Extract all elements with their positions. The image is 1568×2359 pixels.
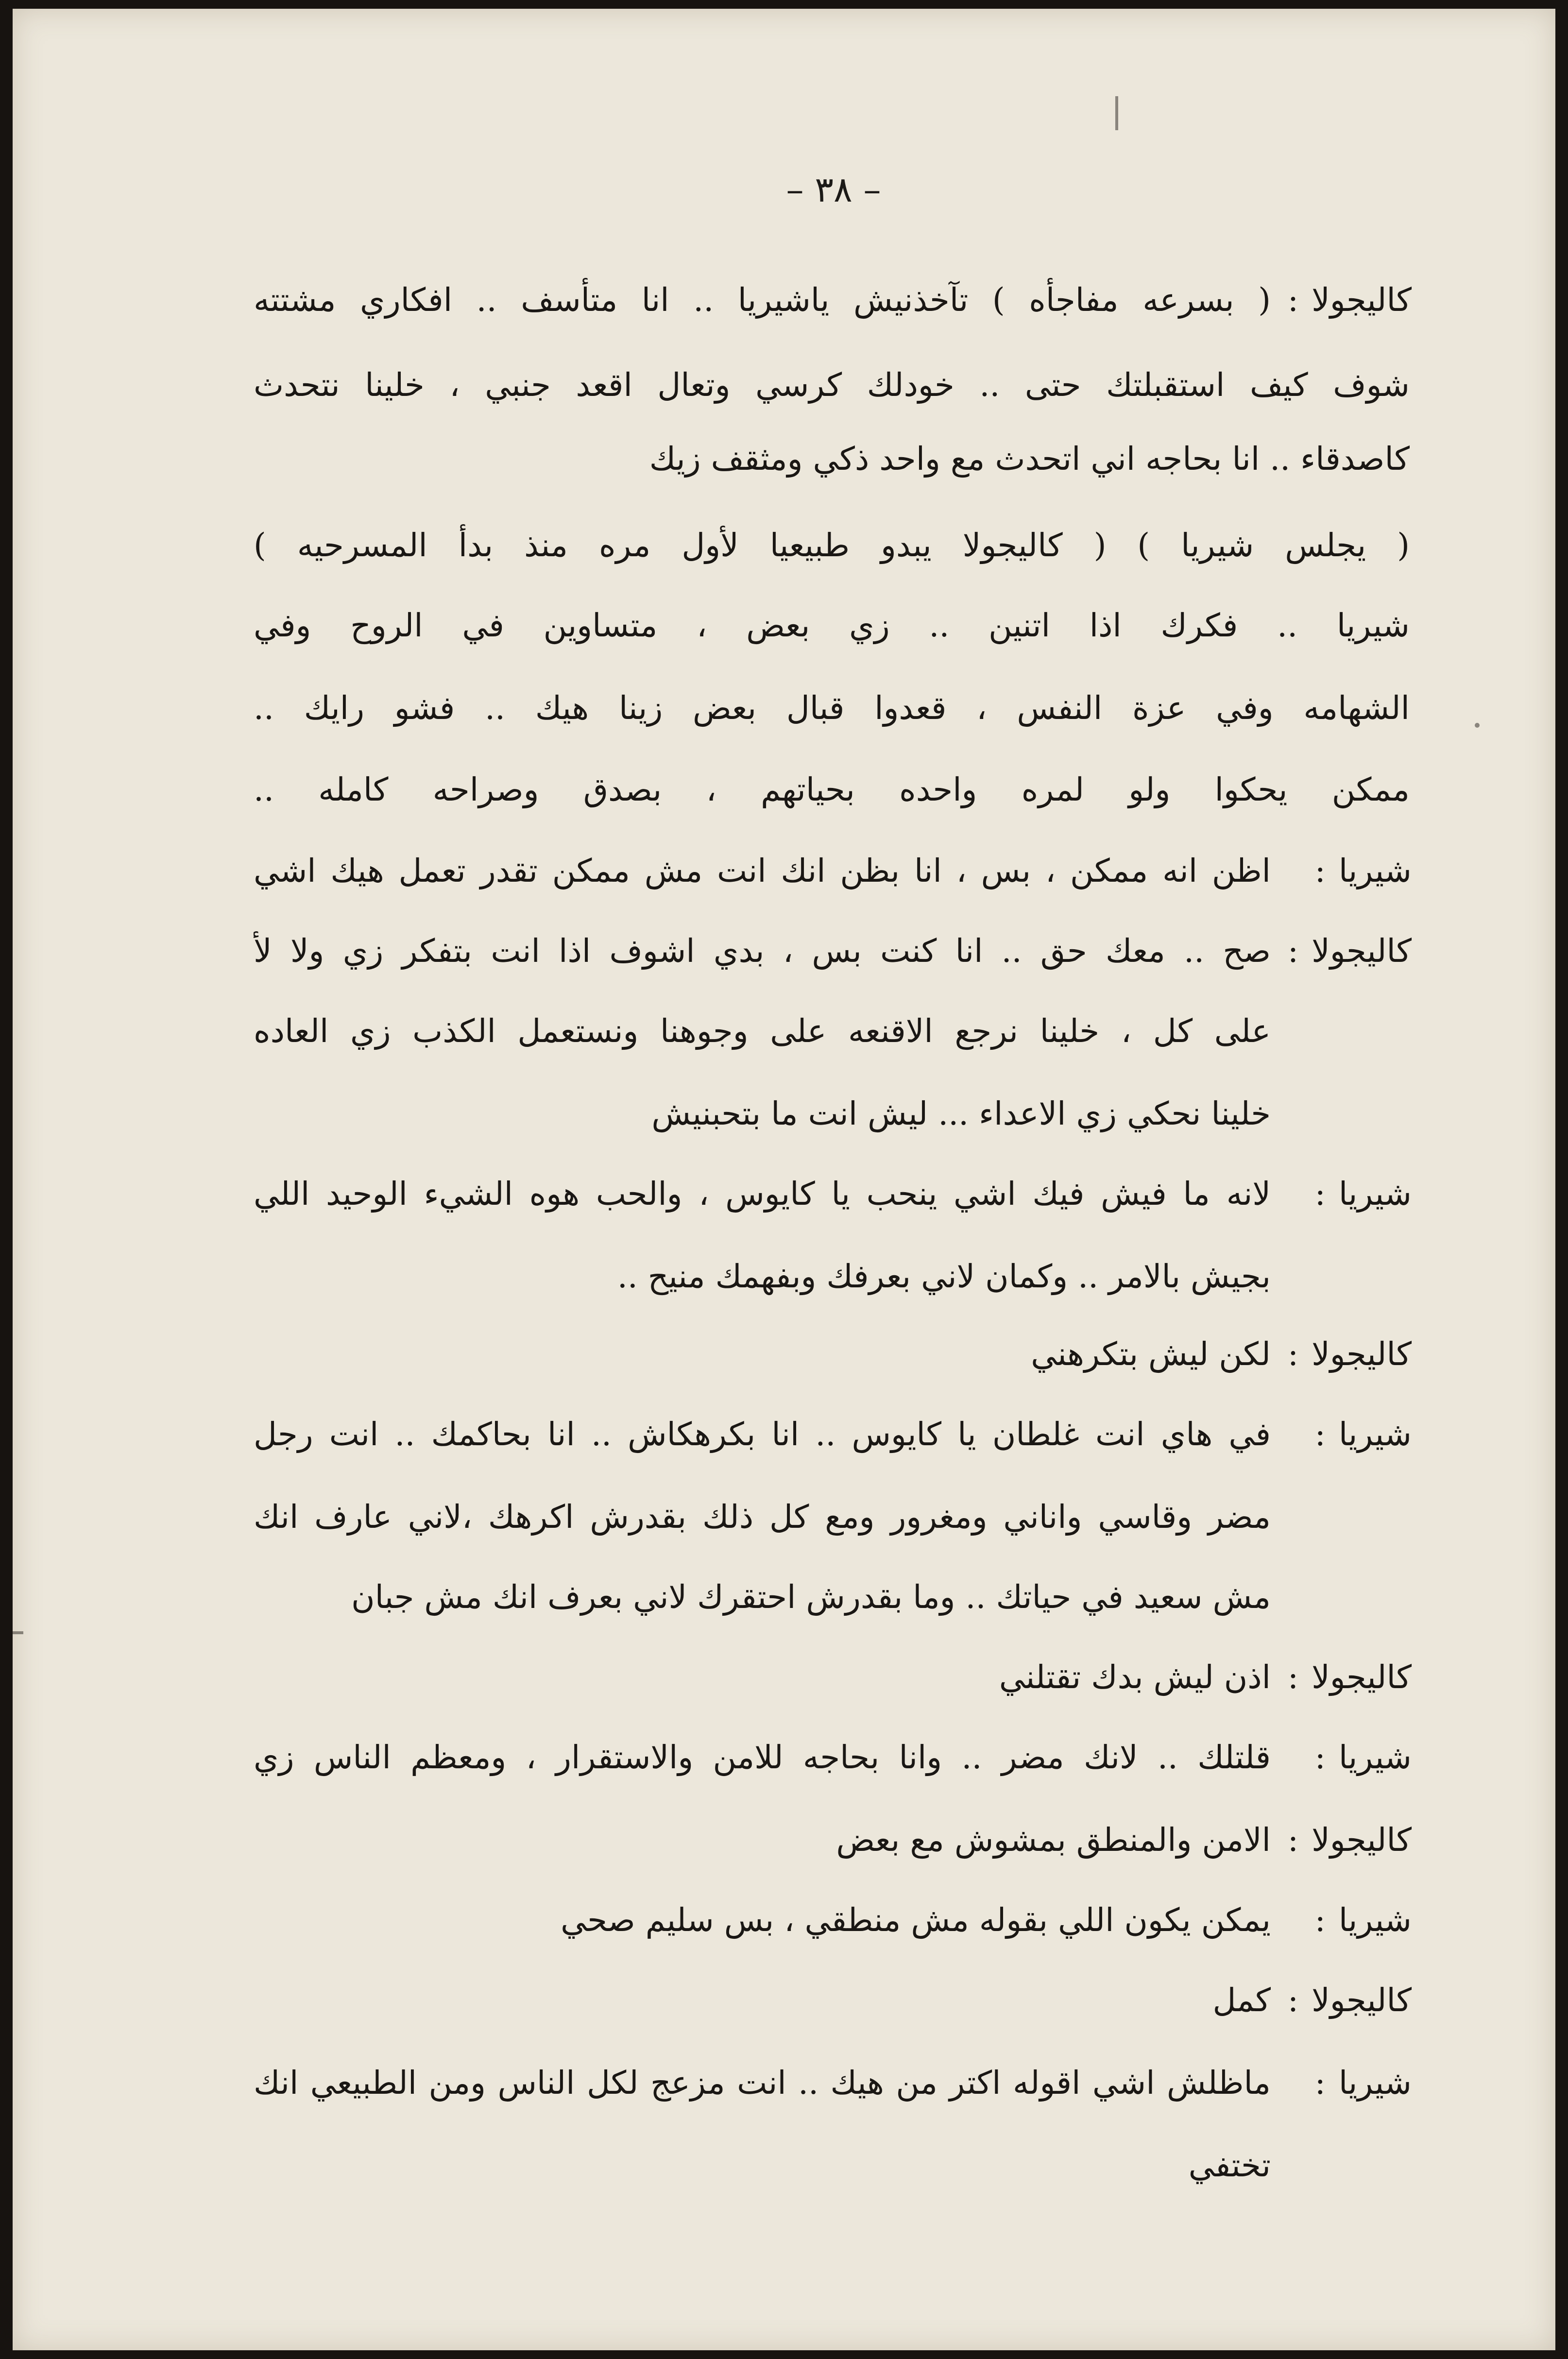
script-body <box>13 9 1555 2350</box>
speaker-label: شيريا : <box>1314 1416 1412 1453</box>
dialogue-line: كمل <box>1212 1982 1271 2019</box>
dialogue-line: شوف كيف استقبلتك حتى .. خودلك كرسي وتعال اقعد جنبي ، خلينا نتحدث <box>254 366 1410 404</box>
speaker-label: كاليجولا : <box>1287 1658 1412 1696</box>
stage-direction: ( يجلس شيريا ) ( كاليجولا يبدو طبيعيا لأول مره منذ بدأ المسرحيه ) <box>254 527 1410 564</box>
speaker-label: شيريا : <box>1314 1901 1412 1939</box>
speaker-label: كاليجولا : <box>1287 1982 1412 2019</box>
dialogue-line: لكن ليش بتكرهني <box>1031 1335 1271 1373</box>
dialogue-line: اذن ليش بدك تقتلني <box>999 1658 1271 1696</box>
speaker-label: شيريا : <box>1314 2064 1412 2102</box>
speaker-label: كاليجولا : <box>1287 281 1412 319</box>
dialogue-line: في هاي انت غلطان يا كايوس .. انا بكرهكاش .. انا بحاكمك .. انت رجل <box>254 1416 1271 1453</box>
dialogue-line: مضر وقاسي واناني ومغرور ومع كل ذلك بقدرش اكرهك ،لاني عارف انك <box>254 1498 1271 1536</box>
dialogue-line: كاصدقاء .. انا بحاجه اني اتحدث مع واحد ذكي ومثقف زيك <box>649 440 1410 478</box>
dialogue-line: بجيش بالامر .. وكمان لاني بعرفك وبفهمك منيح .. <box>617 1258 1271 1295</box>
dialogue-line: الشهامه وفي عزة النفس ، قعدوا قبال بعض زينا هيك .. فشو رايك .. <box>254 689 1410 727</box>
dialogue-line: الامن والمنطق بمشوش مع بعض <box>836 1821 1271 1859</box>
speaker-label: شيريا : <box>1314 1175 1412 1213</box>
dialogue-line: ( بسرعه مفاجأه ) تآخذنيش ياشيريا .. انا متأسف .. افكاري مشتته <box>254 281 1271 319</box>
dialogue-line: شيريا .. فكرك اذا اتنين .. زي بعض ، متساوين في الروح وفي <box>254 607 1410 644</box>
page-number: – ٣٨ – <box>786 169 881 210</box>
speaker-label: كاليجولا : <box>1287 1335 1412 1373</box>
speaker-label: كاليجولا : <box>1287 932 1412 970</box>
dialogue-line: لانه ما فيش فيك اشي ينحب يا كايوس ، والحب هوه الشيء الوحيد اللي <box>254 1175 1271 1213</box>
document-page <box>13 9 1555 2350</box>
dialogue-line: ماظلش اشي اقوله اكتر من هيك .. انت مزعج لكل الناس ومن الطبيعي انك <box>254 2064 1271 2102</box>
dialogue-line: يمكن يكون اللي بقوله مش منطقي ، بس سليم صحي <box>561 1901 1271 1939</box>
dialogue-line: على كل ، خلينا نرجع الاقنعه على وجوهنا ونستعمل الكذب زي العاده <box>254 1012 1271 1050</box>
speaker-label: كاليجولا : <box>1287 1821 1412 1859</box>
dialogue-line: ممكن يحكوا ولو لمره واحده بحياتهم ، بصدق وصراحه كامله .. <box>254 771 1410 808</box>
dialogue-line: قلتلك .. لانك مضر .. وانا بحاجه للامن والاستقرار ، ومعظم الناس زي <box>254 1739 1271 1776</box>
dialogue-line: اظن انه ممكن ، بس ، انا بظن انك انت مش ممكن تقدر تعمل هيك اشي <box>254 852 1271 889</box>
dialogue-line: مش سعيد في حياتك .. وما بقدرش احتقرك لاني بعرف انك مش جبان <box>351 1578 1271 1616</box>
speaker-label: شيريا : <box>1314 1739 1412 1776</box>
dialogue-line: صح .. معك حق .. انا كنت بس ، بدي اشوف اذا انت بتفكر زي ولا لأ <box>254 932 1271 970</box>
edge-tear <box>13 1631 23 1634</box>
dialogue-line: تختفي <box>1188 2147 1271 2184</box>
ink-speck <box>1115 96 1118 130</box>
dialogue-line: خلينا نحكي زي الاعداء ... ليش انت ما بتحبنيش <box>651 1095 1271 1132</box>
speaker-label: شيريا : <box>1314 852 1412 889</box>
ink-speck <box>1475 723 1480 728</box>
